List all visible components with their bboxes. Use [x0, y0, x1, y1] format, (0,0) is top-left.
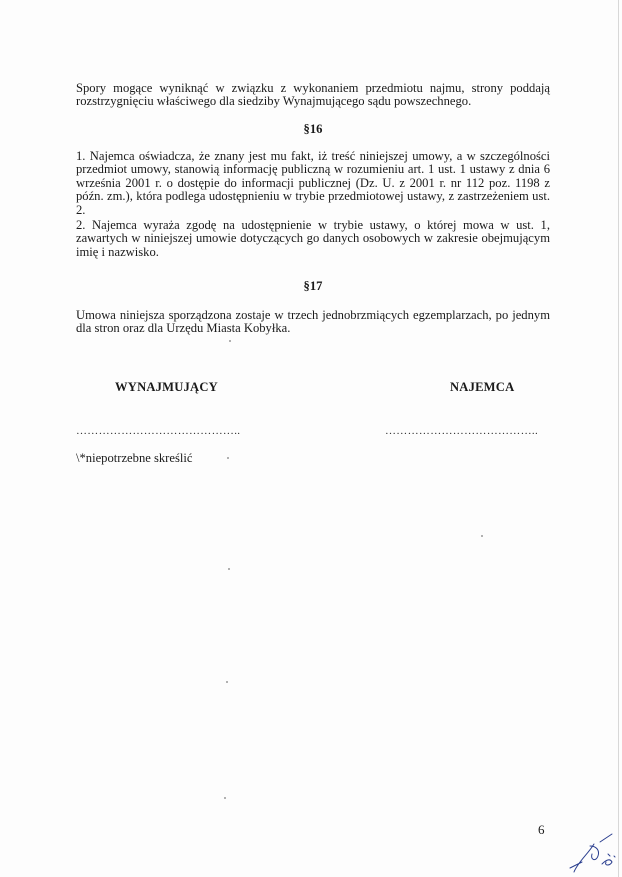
section-16-point-2: 2. Najemca wyraża zgodę na udostępnienie w trybie ustawy, o której mowa w ust. 1, zawartych w niniejszej umowie dotyczących go danych osobowych w zakresie obejmującym imię i nazwisko.	[76, 218, 550, 259]
initials-stroke	[570, 834, 615, 872]
page-number: 6	[538, 822, 545, 837]
section-16-heading: §16	[303, 122, 323, 136]
scan-speck	[226, 681, 228, 683]
scan-speck	[224, 797, 226, 799]
scan-speck	[229, 340, 231, 342]
section-16-point-1: 1. Najemca oświadcza, że znany jest mu fakt, iż treść niniejszej umowy, a w szczególności przedmiot umowy, stanowią informację publiczną w rozumieniu art. 1 ust. 1 ustawy z dnia 6 września 2001 r. o dostępie do informacji publicznej (Dz. U. z 2001 r. nr 112 poz. 1198 z późn. zm.), która podlega udostępnieniu w trybie przedmiotowej ustawy, z zastrzeżeniem ust. 2.	[76, 149, 550, 217]
tenant-signature-line: …………………………………..	[385, 425, 538, 437]
scan-speck	[227, 457, 229, 459]
footnote: \*niepotrzebne skreślić	[76, 451, 193, 465]
intro-paragraph: Spory mogące wyniknąć w związku z wykonaniem przedmiotu najmu, strony poddają rozstrzygnięciu właściwego dla siedziby Wynajmującego sądu powszechnego.	[76, 81, 550, 109]
section-17-heading: §17	[303, 279, 323, 293]
handwritten-initials	[560, 832, 620, 874]
page-edge	[618, 0, 619, 877]
landlord-signature-line: ……………………………………..	[76, 425, 241, 437]
tenant-signature-label: NAJEMCA	[450, 380, 515, 394]
section-17-text: Umowa niniejsza sporządzona zostaje w trzech jednobrzmiących egzemplarzach, po jednym dla stron oraz dla Urzędu Miasta Kobyłka.	[76, 308, 550, 336]
scan-speck	[228, 568, 230, 570]
landlord-signature-label: WYNAJMUJĄCY	[115, 380, 218, 394]
scan-speck	[481, 535, 483, 537]
